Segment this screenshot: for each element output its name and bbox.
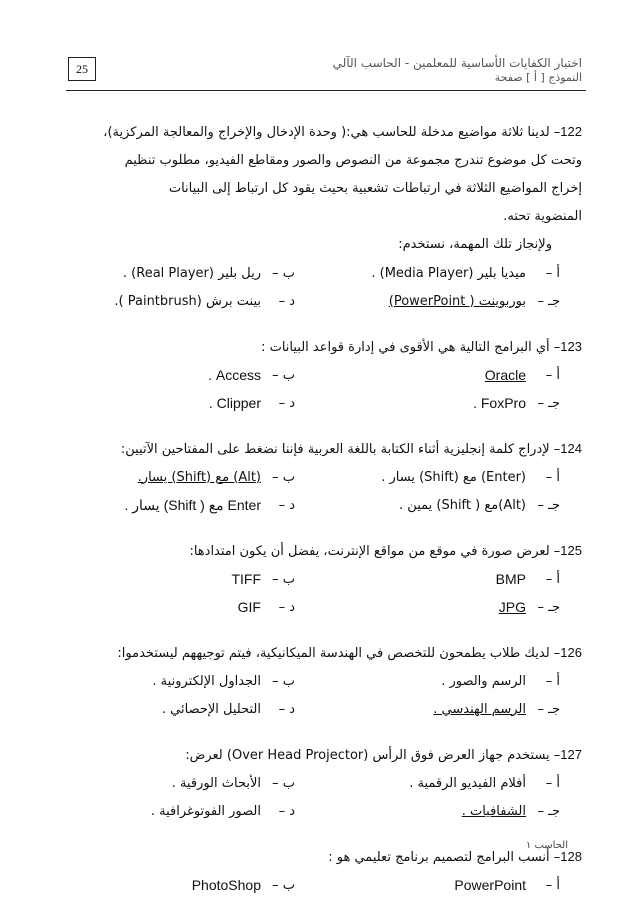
option-text: Oracle (484, 367, 526, 383)
header-divider (66, 90, 586, 91)
answer-option[interactable] (151, 804, 295, 819)
option-text: JPG (498, 599, 526, 615)
option-letter: د – (278, 497, 295, 513)
option-text: PhotoShop (191, 877, 261, 893)
option-letter: ب – (272, 367, 295, 383)
options-row (60, 593, 582, 621)
question-text-segment: – يستخدم جهاز العرض فوق الرأس (Over Head Projector) لعرض: (185, 748, 561, 763)
option-text: PowerPoint (454, 877, 526, 893)
option-text: أفلام الفيديو الرقمية . (409, 775, 526, 791)
answer-option[interactable] (123, 266, 295, 281)
question-text (60, 333, 582, 361)
answer-option[interactable] (295, 395, 560, 411)
option-letter: ب – (272, 877, 295, 893)
question-text-segment: – لعرض صورة في موقع من مواقع الإنترنت، يفضل أن يكون امتدادها: (189, 544, 561, 559)
option-text: ريل بلير (Real Player) . (122, 265, 261, 281)
option-text: FoxPro . (473, 395, 526, 411)
answer-option[interactable] (172, 776, 295, 791)
question-number: 124 (560, 441, 582, 456)
option-text: بينت برش (Paintbrush ). (114, 293, 261, 309)
options-row (60, 565, 582, 593)
question-text-segment: – لديك طلاب يطمحون للتخصص في الهندسة الميكانيكية، فيتم توجيههم ليستخدموا: (117, 646, 561, 661)
question-text-line: إخراج المواضيع الثلاثة في ارتباطات تشعبية بحيث يقود كل ارتباط إلى البيانات (168, 181, 582, 196)
page-number: 25 (68, 57, 96, 81)
option-text: الرسم الهندسي . (433, 701, 526, 717)
option-text: الأبحاث الورقية . (171, 775, 261, 791)
option-letter: ب – (272, 673, 295, 689)
question-number: 125 (560, 543, 582, 558)
option-letter: د – (278, 803, 295, 819)
option-text: ميديا بلير (Media Player) . (371, 265, 526, 281)
option-letter: جـ – (537, 701, 560, 717)
answer-option[interactable] (295, 498, 560, 513)
option-letter: د – (278, 395, 295, 411)
options-row (60, 769, 582, 797)
answer-option[interactable] (295, 702, 560, 717)
answer-option[interactable] (231, 571, 295, 587)
option-text: Access . (208, 367, 261, 383)
question-text (60, 537, 582, 565)
question-text-line (60, 118, 582, 147)
header-title: اختبار الكفايات الأساسية للمعلمين - الحاسب الآلي (332, 56, 582, 70)
option-text: بوربوينت ( PowerPoint) (388, 293, 526, 309)
option-text: BMP (495, 571, 526, 587)
options-row (60, 871, 582, 899)
options-row (60, 389, 582, 417)
option-letter: جـ – (537, 803, 560, 819)
option-text: الشفافيات . (461, 803, 526, 819)
options-row (60, 259, 582, 287)
page-footer: الحاسب ١ (525, 840, 568, 851)
option-letter: أ – (545, 265, 560, 281)
option-letter: أ – (545, 571, 560, 587)
question-123 (60, 333, 582, 417)
answer-option[interactable] (114, 294, 295, 309)
answer-option[interactable] (208, 367, 295, 383)
questions-list (60, 118, 582, 917)
question-text (60, 118, 582, 259)
options-row (60, 667, 582, 695)
answer-option[interactable] (295, 674, 560, 689)
option-text: الجداول الإلكترونية . (152, 673, 261, 689)
question-126 (60, 639, 582, 723)
question-number: 126 (560, 645, 582, 660)
option-letter: ب – (272, 265, 295, 281)
header-subtitle: النموذج [ أ ] صفحة (494, 71, 582, 84)
answer-option[interactable] (192, 877, 295, 893)
options-row (60, 287, 582, 315)
option-text: (Alt) مع (Shift) يسار. (137, 469, 261, 485)
answer-option[interactable] (295, 776, 560, 791)
answer-option[interactable] (295, 367, 560, 383)
option-letter: أ – (545, 673, 560, 689)
option-letter: ب – (272, 571, 295, 587)
question-number: 123 (560, 339, 582, 354)
question-122 (60, 118, 582, 315)
question-text (60, 435, 582, 463)
option-letter: ب – (272, 469, 295, 485)
options-row (60, 463, 582, 491)
options-row (60, 361, 582, 389)
question-number: 128 (560, 849, 582, 864)
answer-option[interactable] (138, 470, 295, 485)
answer-option[interactable] (295, 266, 560, 281)
options-row (60, 695, 582, 723)
option-text: (Enter) مع (Shift) يسار . (381, 469, 526, 485)
answer-option[interactable] (209, 395, 295, 411)
options-row (60, 797, 582, 825)
answer-option[interactable] (295, 294, 560, 309)
question-text-segment: – أي البرامج التالية هي الأقوى في إدارة قواعد البيانات : (261, 340, 561, 355)
answer-option[interactable] (295, 571, 560, 587)
question-text (60, 639, 582, 667)
option-text: GIF (237, 599, 261, 615)
answer-option[interactable] (295, 877, 560, 893)
answer-option[interactable] (238, 599, 295, 615)
question-text-line: المنضوية تحته. (503, 209, 582, 224)
option-letter: ب – (272, 775, 295, 791)
question-number: 122 (560, 124, 582, 139)
question-number: 127 (560, 747, 582, 762)
question-text (60, 843, 582, 871)
page-header (333, 56, 582, 84)
question-128 (60, 843, 582, 899)
option-text: الصور الفوتوغرافية . (150, 803, 261, 819)
option-text: Clipper . (208, 395, 261, 411)
answer-option[interactable] (162, 702, 295, 717)
question-124 (60, 435, 582, 519)
question-125 (60, 537, 582, 621)
option-letter: جـ – (537, 395, 560, 411)
option-letter: جـ – (537, 497, 560, 513)
option-letter: د – (278, 599, 295, 615)
question-text-line: وتحت كل موضوع تندرج مجموعة من النصوص والصور ومقاطع الفيديو، مطلوب تنظيم (124, 153, 582, 168)
question-text-segment: – أنسب البرامج لتصميم برنامج تعليمي هو : (328, 850, 561, 865)
question-text-segment: – لإدراج كلمة إنجليزية أثناء الكتابة باللغة العربية فإننا نضغط على المفتاحين الآتيين: (120, 442, 561, 457)
answer-option[interactable] (152, 674, 295, 689)
question-text (60, 741, 582, 769)
option-text: التحليل الإحصائي . (161, 701, 261, 717)
answer-option[interactable] (295, 804, 560, 819)
option-text: (Alt)مع ( Shift) يمين . (399, 497, 526, 513)
answer-option[interactable] (124, 497, 295, 514)
option-letter: د – (278, 701, 295, 717)
option-letter: جـ – (537, 293, 560, 309)
options-row (60, 491, 582, 519)
option-letter: أ – (545, 775, 560, 791)
option-letter: جـ – (537, 599, 560, 615)
option-text: TIFF (231, 571, 261, 587)
question-text-line: ولإنجاز تلك المهمة، نستخدم: (398, 237, 552, 252)
answer-option[interactable] (295, 599, 560, 615)
option-text: Enter مع ( Shift) يسار . (124, 496, 261, 513)
question-127 (60, 741, 582, 825)
option-text: الرسم والصور . (441, 673, 526, 689)
option-letter: أ – (545, 469, 560, 485)
question-text-segment: – لدينا ثلاثة مواضيع مدخلة للحاسب هي:( وحدة الإدخال والإخراج والمعالجة المركزية)، (103, 125, 561, 140)
option-letter: د – (278, 293, 295, 309)
option-letter: أ – (545, 367, 560, 383)
answer-option[interactable] (295, 470, 560, 485)
option-letter: أ – (545, 877, 560, 893)
